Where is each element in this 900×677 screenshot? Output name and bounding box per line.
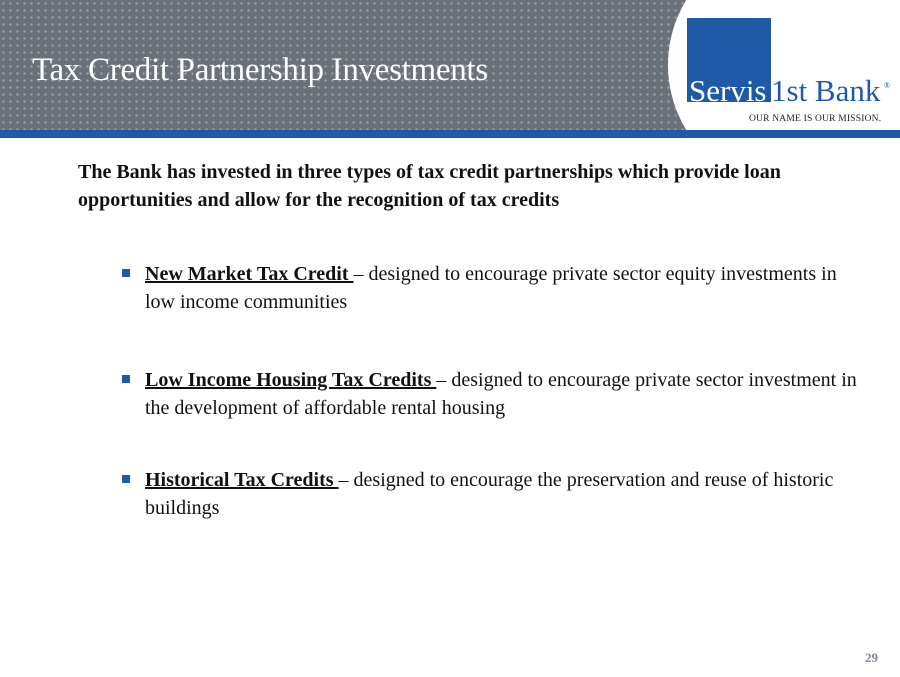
bullet-item bbox=[122, 366, 862, 422]
logo-word-servis: Servis bbox=[689, 73, 767, 108]
header-divider bbox=[0, 130, 900, 138]
bullet-description: – designed to encourage private sector equity investments in low income communities bbox=[145, 263, 837, 313]
logo-tagline: OUR NAME IS OUR MISSION. bbox=[749, 114, 882, 124]
bullet-description: – designed to encourage private sector investment in the development of affordable rental housing bbox=[145, 369, 857, 419]
bullet-term: New Market Tax Credit bbox=[145, 263, 354, 285]
bullet-square-icon bbox=[122, 375, 130, 383]
bullet-term: Historical Tax Credits bbox=[145, 469, 339, 491]
bullet-item bbox=[122, 466, 862, 522]
logo-word-1st-bank: 1st Bank bbox=[771, 73, 881, 108]
bullet-item bbox=[122, 260, 862, 316]
page-title: Tax Credit Partnership Investments bbox=[32, 52, 488, 88]
bullet-term: Low Income Housing Tax Credits bbox=[145, 369, 437, 391]
page-number: 29 bbox=[865, 650, 878, 665]
bullet-description: – designed to encourage the preservation and reuse of historic buildings bbox=[145, 469, 834, 519]
intro-paragraph: The Bank has invested in three types of tax credit partnerships which provide loan opportunities and allow for the recognition of tax credits bbox=[78, 161, 781, 211]
bullet-square-icon bbox=[122, 475, 130, 483]
bullet-square-icon bbox=[122, 269, 130, 277]
registered-mark: ® bbox=[884, 81, 891, 90]
bank-logo bbox=[687, 18, 893, 128]
